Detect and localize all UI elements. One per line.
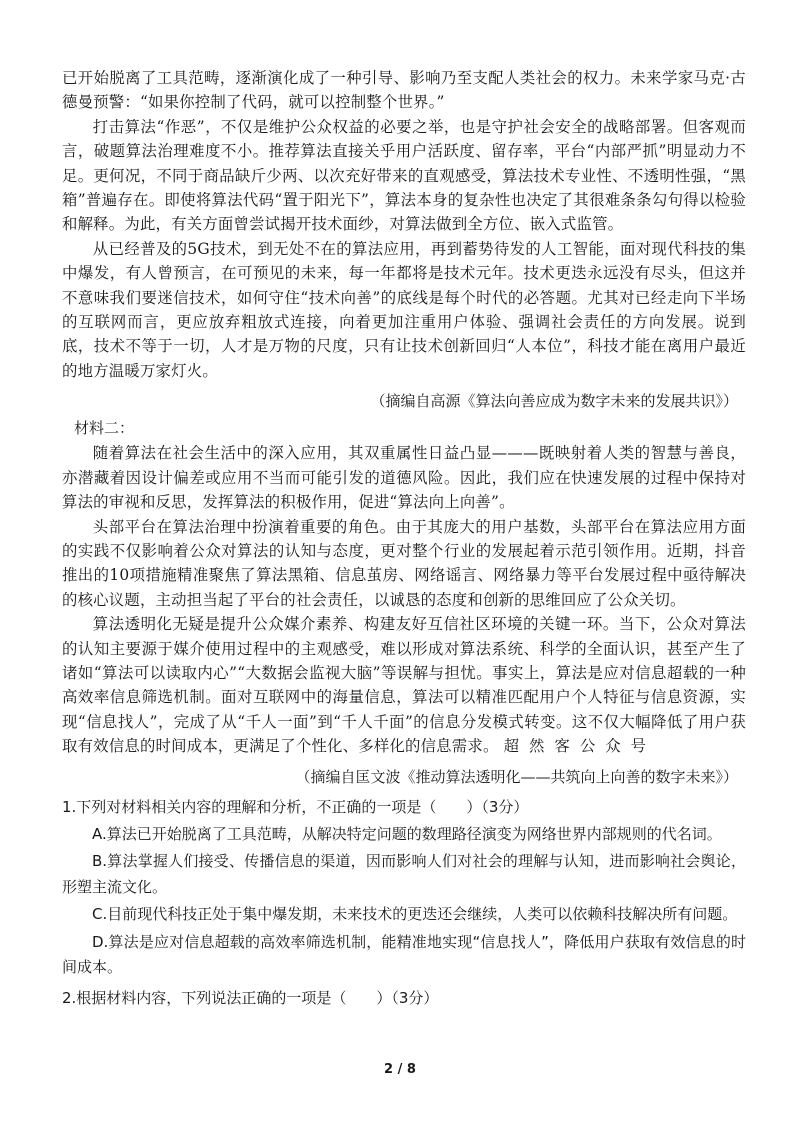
material2-paragraph bbox=[62, 612, 746, 758]
question-1-stem: 1.下列对材料相关内容的理解和分析，不正确的一项是（ ）（3分） bbox=[62, 797, 529, 816]
material2-paragraph: 随着算法在社会生活中的深入应用，其双重属性日益凸显———既映射着人类的智慧与善良，亦潜藏着因设计偏差或应用不当而可能引发的道德风险。因此，我们应在快速发展的过程中保持对算法的审视和反思，发挥算法的积极作用，促进“算法向上向善”。 bbox=[62, 444, 746, 512]
exam-page bbox=[62, 66, 746, 1011]
material2-paragraph: 头部平台在算法治理中扮演着重要的角色。由于其庞大的用户基数，头部平台在算法应用方面的实践不仅影响着公众对算法的认知与态度，更对整个行业的发展起着示范引领作用。近期，抖音推出的10项措施精准聚焦了算法黑箱、信息茧房、网络谣言、网络暴力等平台发展过程中亟待解决的核心议题，主动担当起了平台的社会责任，以诚恳的态度和创新的思维回应了公众关切。 bbox=[62, 517, 746, 609]
material1-paragraph: 打击算法“作恶”，不仅是维护公众权益的必要之举，也是守护社会安全的战略部署。但客观而言，破题算法治理难度不小。推荐算法直接关乎用户活跃度、留存率，平台“内部严抓”明显动力不足。更何况，不同于商品缺斤少两、以次充好带来的直观感受，算法技术专业性、不透明性强，“黑箱”普遍存在。即使将算法代码“置于阳光下”，算法本身的复杂性也决定了其很难条条勾句得以检验和解释。为此，有关方面曾尝试揭开技术面纱，对算法做到全方位、嵌入式监管。 bbox=[62, 117, 746, 234]
page-number: 2 / 8 bbox=[384, 1062, 416, 1077]
material1-source: （摘编自高源《算法向善应成为数字未来的发展共识》） bbox=[370, 392, 738, 411]
material2-label: 材料二： bbox=[74, 419, 135, 438]
material1-continuation: 已开始脱离了工具范畴，逐渐演化成了一种引导、影响乃至支配人类社会的权力。未来学家马克·古德曼预警：“如果你控制了代码，就可以控制整个世界。” bbox=[62, 69, 746, 112]
watermark: 超然客公众号 bbox=[503, 737, 656, 756]
material1-paragraph: 从已经普及的5G技术，到无处不在的算法应用，再到蓄势待发的人工智能，面对现代科技的集中爆发，有人曾预言，在可预见的未来，每一年都将是技术元年。技术更迭永远没有尽头，但这并不意味我们要迷信技术，如何守住“技术向善”的底线是每个时代的必答题。尤其对已经走向下半场的互联网而言，更应放弃粗放式连接，向着更加注重用户体验、强调社会责任的方向发展。说到底，技术不等于一切，人才是万物的尺度，只有让技术创新回归“人本位”，科技才能在离用户最近的地方温暖万家灯火。 bbox=[62, 239, 746, 380]
question-1-option-c: C.目前现代科技正处于集中爆发期，未来技术的更迭还会继续，人类可以依赖科技解决所有问题。 bbox=[92, 905, 738, 924]
material2-source: （摘编自匡文波《推动算法透明化——共筑向上向善的数字未来》） bbox=[295, 767, 738, 786]
question-1-option-a: A.算法已开始脱离了工具范畴，从解决特定问题的数理路径演变为网络世界内部规则的代名词。 bbox=[92, 824, 722, 843]
question-1-option-b: B.算法掌握人们接受、传播信息的渠道，因而影响人们对社会的理解与认知，进而影响社会舆论，形塑主流文化。 bbox=[62, 852, 746, 896]
material2-paragraph-text: 算法透明化无疑是提升公众媒介素养、构建友好互信社区环境的关键一环。当下，公众对算法的认知主要源于媒介使用过程中的主观感受，难以形成对算法系统、科学的全面认识，甚至产生了诸如“算法可以读取内心”“大数据会监视大脑”等误解与担忧。事实上，算法是应对信息超载的一种高效率信息筛选机制。面对互联网中的海量信息，算法可以精准匹配用户个人特征与信息资源，实现“信息找人”，完成了从“千人一面”到“千人千面”的信息分发模式转变。这不仅大幅降低了用户获取有效信息的时间成本，更满足了个性化、多样化的信息需求。 bbox=[62, 615, 746, 756]
question-1-option-d: D.算法是应对信息超载的高效率筛选机制，能精准地实现“信息找人”，降低用户获取有效信息的时间成本。 bbox=[62, 932, 746, 977]
question-2-stem: 2.根据材料内容，下列说法正确的一项是（ ）（3分） bbox=[62, 988, 439, 1007]
